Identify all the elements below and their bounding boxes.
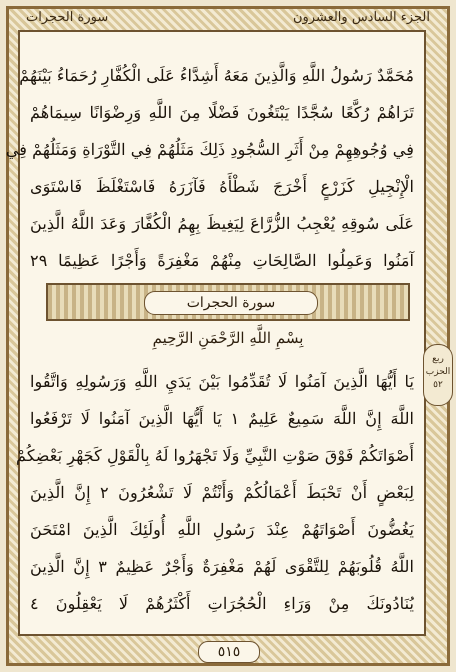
surah-title-banner [46, 283, 410, 321]
header-juz-name: الجزء السادس والعشرون [292, 10, 430, 25]
verse-line: تَرَاهُمْ رُكَّعًا سُجَّدًا يَبْتَغُونَ فَضْلًا مِنَ اللَّهِ وَرِضْوَانًا سِيمَاهُمْ [30, 103, 414, 122]
hizb-marker-label: ربع [432, 354, 444, 364]
basmala: بِسْمِ اللَّهِ الرَّحْمَنِ الرَّحِيمِ [152, 329, 304, 347]
hizb-marker-number: ٥٢ [433, 380, 443, 390]
verse-line: يَغُضُّونَ أَصْوَاتَهُمْ عِنْدَ رَسُولِ اللَّهِ أُولَئِكَ الَّذِينَ امْتَحَنَ [30, 520, 414, 539]
verse-line: أَصْوَاتَكُمْ فَوْقَ صَوْتِ النَّبِيِّ وَلَا تَجْهَرُوا لَهُ بِالْقَوْلِ كَجَهْرِ بَعْضِكُمْ [16, 446, 414, 465]
verse-line: يُنَادُونَكَ مِنْ وَرَاءِ الْحُجُرَاتِ أَكْثَرُهُمْ لَا يَعْقِلُونَ ٤ [30, 594, 414, 613]
verse-line: عَلَى سُوقِهِ يُعْجِبُ الزُّرَّاعَ لِيَغِيظَ بِهِمُ الْكُفَّارَ وَعَدَ اللَّهُ الَّذِينَ [30, 214, 414, 233]
verse-line: الْإِنْجِيلِ كَزَرْعٍ أَخْرَجَ شَطْأَهُ فَآزَرَهُ فَاسْتَغْلَظَ فَاسْتَوَى [30, 177, 414, 196]
hizb-marker-label: الحزب [425, 367, 451, 377]
verse-line: يَا أَيُّهَا الَّذِينَ آمَنُوا لَا تُقَدِّمُوا بَيْنَ يَدَيِ اللَّهِ وَرَسُولِهِ وَاتَّقُوا [30, 372, 414, 391]
verse-line: اللَّهَ إِنَّ اللَّهَ سَمِيعٌ عَلِيمٌ ١ يَا أَيُّهَا الَّذِينَ آمَنُوا لَا تَرْفَعُوا [30, 409, 414, 428]
page-number: ٥١٥ [198, 641, 260, 663]
header-surah-name: سورة الحجرات [26, 10, 109, 25]
verse-line: اللَّهُ قُلُوبَهُمْ لِلتَّقْوَى لَهُمْ مَغْفِرَةٌ وَأَجْرٌ عَظِيمٌ ٣ إِنَّ الَّذِينَ [30, 557, 414, 576]
verse-line: آمَنُوا وَعَمِلُوا الصَّالِحَاتِ مِنْهُمْ مَغْفِرَةً وَأَجْرًا عَظِيمًا ٢٩ [30, 251, 414, 270]
verse-line: فِي وُجُوهِهِمْ مِنْ أَثَرِ السُّجُودِ ذَلِكَ مَثَلُهُمْ فِي التَّوْرَاةِ وَمَثَلُهُمْ فِي [5, 140, 414, 159]
verse-line: مُحَمَّدٌ رَسُولُ اللَّهِ وَالَّذِينَ مَعَهُ أَشِدَّاءُ عَلَى الْكُفَّارِ رُحَمَاءُ بَيْنَهُمْ [19, 66, 414, 85]
verse-line: لِبَعْضٍ أَنْ تَحْبَطَ أَعْمَالُكُمْ وَأَنْتُمْ لَا تَشْعُرُونَ ٢ إِنَّ الَّذِينَ [30, 483, 414, 502]
surah-title: سورة الحجرات [144, 291, 318, 315]
hizb-marker [423, 344, 453, 406]
